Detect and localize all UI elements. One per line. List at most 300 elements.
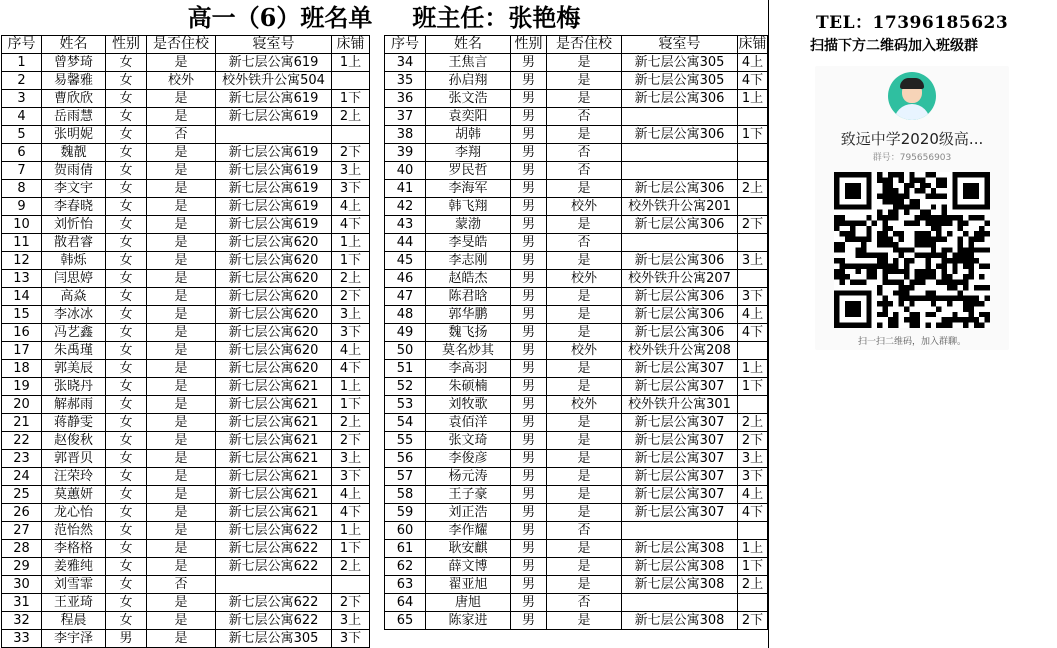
student-gender: 女 xyxy=(106,540,147,558)
page-title xyxy=(0,2,768,34)
head-teacher: 班主任：张艳梅 xyxy=(412,3,581,32)
table-row xyxy=(2,216,370,234)
bed: 2上 xyxy=(738,414,768,432)
dorm-room: 新七层公寓620 xyxy=(216,306,332,324)
col-header-bed: 床铺 xyxy=(738,36,767,52)
dorm-room: 新七层公寓621 xyxy=(216,396,332,414)
boarding-status: 否 xyxy=(547,594,622,612)
boarding-status: 校外 xyxy=(147,72,216,90)
bed: 2下 xyxy=(332,594,370,612)
boarding-status: 是 xyxy=(547,54,622,72)
student-gender: 男 xyxy=(511,252,547,270)
table-row xyxy=(385,360,768,378)
student-name: 李格格 xyxy=(42,540,106,558)
student-number: 33 xyxy=(2,630,42,648)
boarding-status: 是 xyxy=(547,306,622,324)
student-number: 11 xyxy=(2,234,42,252)
student-gender: 男 xyxy=(511,360,547,378)
boarding-status: 是 xyxy=(147,396,216,414)
table-row xyxy=(2,108,370,126)
student-name: 刘忻怡 xyxy=(42,216,106,234)
student-gender: 女 xyxy=(106,72,147,90)
boarding-status: 是 xyxy=(147,270,216,288)
bed: 2下 xyxy=(738,216,768,234)
student-number: 45 xyxy=(385,252,426,270)
student-gender: 男 xyxy=(511,468,547,486)
student-number: 54 xyxy=(385,414,426,432)
dorm-room: 新七层公寓622 xyxy=(216,594,332,612)
col-header-number: 序号 xyxy=(2,36,42,54)
boarding-status: 是 xyxy=(547,180,622,198)
student-name: 朱禹瑾 xyxy=(42,342,106,360)
student-gender: 女 xyxy=(106,432,147,450)
dorm-room: 新七层公寓305 xyxy=(216,630,332,648)
bed: 3上 xyxy=(332,306,370,324)
student-name: 曹欣欣 xyxy=(42,90,106,108)
dorm-room: 新七层公寓622 xyxy=(216,558,332,576)
student-name: 李文宇 xyxy=(42,180,106,198)
table-row xyxy=(2,540,370,558)
student-number: 40 xyxy=(385,162,426,180)
table-row xyxy=(2,468,370,486)
student-number: 39 xyxy=(385,144,426,162)
student-number: 60 xyxy=(385,522,426,540)
table-row xyxy=(2,432,370,450)
table-row xyxy=(385,468,768,486)
student-gender: 男 xyxy=(511,216,547,234)
bed: 2上 xyxy=(332,558,370,576)
student-number: 42 xyxy=(385,198,426,216)
student-number: 64 xyxy=(385,594,426,612)
boarding-status: 是 xyxy=(147,144,216,162)
bed xyxy=(332,126,370,144)
student-gender: 女 xyxy=(106,396,147,414)
table-row xyxy=(2,504,370,522)
dorm-room xyxy=(216,576,332,594)
boarding-status: 是 xyxy=(147,252,216,270)
student-number: 62 xyxy=(385,558,426,576)
bed: 2下 xyxy=(738,612,768,630)
boarding-status: 是 xyxy=(147,612,216,630)
dorm-room xyxy=(216,126,332,144)
student-gender: 男 xyxy=(511,180,547,198)
group-avatar-icon xyxy=(888,72,936,120)
boarding-status: 是 xyxy=(547,468,622,486)
bed xyxy=(738,270,768,288)
table-row xyxy=(385,558,768,576)
dorm-room xyxy=(622,108,738,126)
student-gender: 女 xyxy=(106,450,147,468)
dorm-room xyxy=(622,594,738,612)
bed: 4下 xyxy=(738,72,768,90)
bed: 1上 xyxy=(332,522,370,540)
student-number: 1 xyxy=(2,54,42,72)
boarding-status: 是 xyxy=(547,252,622,270)
boarding-status: 是 xyxy=(547,576,622,594)
dorm-room: 新七层公寓621 xyxy=(216,450,332,468)
student-number: 29 xyxy=(2,558,42,576)
student-name: 王子豪 xyxy=(426,486,511,504)
dorm-room xyxy=(622,162,738,180)
table-row xyxy=(385,486,768,504)
boarding-status: 是 xyxy=(547,450,622,468)
dorm-room: 校外铁升公寓208 xyxy=(622,342,738,360)
student-number: 61 xyxy=(385,540,426,558)
boarding-status: 是 xyxy=(547,216,622,234)
student-gender: 男 xyxy=(511,306,547,324)
student-gender: 男 xyxy=(511,108,547,126)
table-row xyxy=(2,612,370,630)
bed: 4上 xyxy=(332,198,370,216)
bed: 4上 xyxy=(332,486,370,504)
student-number: 17 xyxy=(2,342,42,360)
boarding-status: 是 xyxy=(147,162,216,180)
divider xyxy=(768,0,769,648)
table-row xyxy=(2,360,370,378)
boarding-status: 是 xyxy=(547,360,622,378)
boarding-status: 是 xyxy=(547,486,622,504)
student-gender: 女 xyxy=(106,180,147,198)
boarding-status: 校外 xyxy=(547,198,622,216)
boarding-status: 是 xyxy=(547,540,622,558)
dorm-room: 新七层公寓621 xyxy=(216,432,332,450)
dorm-room: 新七层公寓619 xyxy=(216,108,332,126)
bed: 4下 xyxy=(332,216,370,234)
student-gender: 女 xyxy=(106,270,147,288)
col-header-name: 姓名 xyxy=(426,36,511,54)
student-gender: 男 xyxy=(511,414,547,432)
bed: 1下 xyxy=(332,396,370,414)
student-number: 57 xyxy=(385,468,426,486)
dorm-room: 新七层公寓620 xyxy=(216,270,332,288)
table-row xyxy=(385,234,768,252)
bed: 2上 xyxy=(332,414,370,432)
student-number: 65 xyxy=(385,612,426,630)
table-row xyxy=(2,594,370,612)
student-number: 27 xyxy=(2,522,42,540)
student-gender: 男 xyxy=(511,324,547,342)
student-name: 刘正浩 xyxy=(426,504,511,522)
student-name: 范怡然 xyxy=(42,522,106,540)
student-number: 34 xyxy=(385,54,426,72)
student-number: 13 xyxy=(2,270,42,288)
student-number: 32 xyxy=(2,612,42,630)
group-id: 群号：795656903 xyxy=(872,153,952,163)
student-gender: 男 xyxy=(511,90,547,108)
student-gender: 女 xyxy=(106,234,147,252)
student-number: 58 xyxy=(385,486,426,504)
student-gender: 男 xyxy=(511,198,547,216)
student-number: 46 xyxy=(385,270,426,288)
dorm-room: 新七层公寓619 xyxy=(216,198,332,216)
bed: 2上 xyxy=(332,270,370,288)
table-row xyxy=(2,576,370,594)
table-row xyxy=(2,378,370,396)
student-gender: 女 xyxy=(106,144,147,162)
student-name: 姜雅纯 xyxy=(42,558,106,576)
student-name: 孙启翔 xyxy=(426,72,511,90)
boarding-status: 是 xyxy=(147,324,216,342)
dorm-room: 新七层公寓620 xyxy=(216,342,332,360)
bed xyxy=(738,162,768,180)
student-name: 郭晋贝 xyxy=(42,450,106,468)
student-name: 易馨雅 xyxy=(42,72,106,90)
student-number: 4 xyxy=(2,108,42,126)
boarding-status: 是 xyxy=(547,324,622,342)
qr-card[interactable] xyxy=(815,66,1009,350)
student-number: 8 xyxy=(2,180,42,198)
table-row xyxy=(2,126,370,144)
student-name: 翟亚旭 xyxy=(426,576,511,594)
table-row xyxy=(2,162,370,180)
bed: 1上 xyxy=(738,360,768,378)
student-gender: 男 xyxy=(511,522,547,540)
dorm-room: 新七层公寓620 xyxy=(216,288,332,306)
col-header-gender: 性别 xyxy=(511,36,547,54)
table-row xyxy=(385,54,768,72)
student-number: 48 xyxy=(385,306,426,324)
student-gender: 女 xyxy=(106,594,147,612)
student-gender: 女 xyxy=(106,360,147,378)
student-number: 21 xyxy=(2,414,42,432)
student-name: 散君睿 xyxy=(42,234,106,252)
col-header-bed: 床铺 xyxy=(332,36,370,54)
student-gender: 男 xyxy=(511,576,547,594)
student-name: 罗民哲 xyxy=(426,162,511,180)
table-row xyxy=(385,162,768,180)
student-name: 郭美辰 xyxy=(42,360,106,378)
boarding-status: 否 xyxy=(147,126,216,144)
student-gender: 女 xyxy=(106,342,147,360)
table-row xyxy=(2,234,370,252)
student-number: 12 xyxy=(2,252,42,270)
student-gender: 男 xyxy=(511,612,547,630)
table-row xyxy=(2,522,370,540)
table-row xyxy=(2,180,370,198)
student-gender: 男 xyxy=(511,270,547,288)
student-gender: 女 xyxy=(106,576,147,594)
dorm-room: 新七层公寓305 xyxy=(622,54,738,72)
dorm-room: 校外铁升公寓301 xyxy=(622,396,738,414)
table-row xyxy=(2,630,370,648)
boarding-status: 是 xyxy=(147,630,216,648)
student-number: 56 xyxy=(385,450,426,468)
dorm-room: 新七层公寓619 xyxy=(216,90,332,108)
bed: 1下 xyxy=(738,378,768,396)
student-name: 岳雨慧 xyxy=(42,108,106,126)
dorm-room: 新七层公寓619 xyxy=(216,54,332,72)
dorm-room: 新七层公寓620 xyxy=(216,324,332,342)
boarding-status: 是 xyxy=(547,288,622,306)
table-row xyxy=(385,414,768,432)
table-row xyxy=(2,450,370,468)
table-row xyxy=(2,306,370,324)
student-number: 49 xyxy=(385,324,426,342)
group-name: 致远中学2020级高... xyxy=(840,130,984,148)
table-row xyxy=(385,198,768,216)
student-name: 高焱 xyxy=(42,288,106,306)
dorm-room: 新七层公寓620 xyxy=(216,252,332,270)
dorm-room: 新七层公寓307 xyxy=(622,468,738,486)
table-row xyxy=(2,324,370,342)
dorm-room: 新七层公寓306 xyxy=(622,252,738,270)
boarding-status: 是 xyxy=(147,522,216,540)
col-header-gender: 性别 xyxy=(106,36,147,54)
dorm-room: 新七层公寓619 xyxy=(216,162,332,180)
student-gender: 男 xyxy=(511,162,547,180)
table-row xyxy=(385,288,768,306)
table-row xyxy=(2,342,370,360)
bed xyxy=(738,198,768,216)
boarding-status: 否 xyxy=(547,522,622,540)
table-row xyxy=(385,306,768,324)
bed: 2下 xyxy=(332,144,370,162)
bed xyxy=(738,342,768,360)
student-name: 薛文博 xyxy=(426,558,511,576)
bed: 2下 xyxy=(332,288,370,306)
boarding-status: 是 xyxy=(147,450,216,468)
boarding-status: 否 xyxy=(547,162,622,180)
student-name: 刘牧歌 xyxy=(426,396,511,414)
student-number: 22 xyxy=(2,432,42,450)
student-name: 李高羽 xyxy=(426,360,511,378)
boarding-status: 是 xyxy=(147,54,216,72)
student-name: 李俊彦 xyxy=(426,450,511,468)
student-name: 李旻皓 xyxy=(426,234,511,252)
dorm-room: 新七层公寓306 xyxy=(622,306,738,324)
student-name: 李冰冰 xyxy=(42,306,106,324)
bed: 1下 xyxy=(332,90,370,108)
bed: 1下 xyxy=(738,558,768,576)
bed xyxy=(738,108,768,126)
table-row xyxy=(385,378,768,396)
header-row xyxy=(2,36,370,54)
student-name: 王焦言 xyxy=(426,54,511,72)
boarding-status: 是 xyxy=(147,594,216,612)
student-number: 26 xyxy=(2,504,42,522)
student-gender: 女 xyxy=(106,504,147,522)
dorm-room: 新七层公寓306 xyxy=(622,216,738,234)
bed xyxy=(332,576,370,594)
student-gender: 男 xyxy=(511,144,547,162)
student-gender: 女 xyxy=(106,90,147,108)
table-row xyxy=(2,414,370,432)
table-row xyxy=(385,252,768,270)
student-gender: 男 xyxy=(511,432,547,450)
student-number: 20 xyxy=(2,396,42,414)
table-row xyxy=(385,540,768,558)
student-name: 冯艺鑫 xyxy=(42,324,106,342)
student-number: 37 xyxy=(385,108,426,126)
boarding-status: 是 xyxy=(147,180,216,198)
dorm-room xyxy=(622,144,738,162)
dorm-room: 新七层公寓306 xyxy=(622,180,738,198)
col-header-number: 序号 xyxy=(385,36,426,54)
boarding-status: 是 xyxy=(547,126,622,144)
table-row xyxy=(385,72,768,90)
bed: 3上 xyxy=(332,450,370,468)
student-name: 蒙渤 xyxy=(426,216,511,234)
dorm-room: 校外铁升公寓504 xyxy=(216,72,332,90)
qr-code-icon[interactable] xyxy=(834,172,990,328)
bed: 4下 xyxy=(332,504,370,522)
boarding-status: 是 xyxy=(147,234,216,252)
student-number: 55 xyxy=(385,432,426,450)
boarding-status: 是 xyxy=(547,414,622,432)
bed: 3下 xyxy=(332,468,370,486)
student-number: 23 xyxy=(2,450,42,468)
bed: 1上 xyxy=(332,378,370,396)
roster-table-right xyxy=(384,35,768,630)
student-number: 3 xyxy=(2,90,42,108)
boarding-status: 是 xyxy=(147,540,216,558)
student-gender: 女 xyxy=(106,612,147,630)
student-name: 王亚琦 xyxy=(42,594,106,612)
dorm-room: 新七层公寓621 xyxy=(216,504,332,522)
student-name: 袁奕阳 xyxy=(426,108,511,126)
student-number: 53 xyxy=(385,396,426,414)
bed: 1下 xyxy=(332,540,370,558)
student-number: 6 xyxy=(2,144,42,162)
student-name: 张文琦 xyxy=(426,432,511,450)
student-name: 唐旭 xyxy=(426,594,511,612)
boarding-status: 是 xyxy=(147,486,216,504)
bed: 4上 xyxy=(738,486,768,504)
student-gender: 女 xyxy=(106,288,147,306)
student-number: 5 xyxy=(2,126,42,144)
boarding-status: 校外 xyxy=(547,342,622,360)
student-number: 44 xyxy=(385,234,426,252)
dorm-room: 校外铁升公寓207 xyxy=(622,270,738,288)
student-gender: 男 xyxy=(511,396,547,414)
table-row xyxy=(2,198,370,216)
boarding-status: 校外 xyxy=(547,270,622,288)
boarding-status: 是 xyxy=(147,90,216,108)
col-header-dorm: 寝室号 xyxy=(216,36,332,54)
col-header-boarding: 是否住校 xyxy=(147,36,216,54)
boarding-status: 是 xyxy=(147,378,216,396)
table-row xyxy=(385,126,768,144)
student-name: 胡韩 xyxy=(426,126,511,144)
student-number: 52 xyxy=(385,378,426,396)
bed: 3下 xyxy=(738,288,768,306)
student-gender: 女 xyxy=(106,414,147,432)
student-number: 9 xyxy=(2,198,42,216)
boarding-status: 是 xyxy=(147,558,216,576)
table-row xyxy=(2,144,370,162)
dorm-room: 新七层公寓622 xyxy=(216,540,332,558)
bed: 1上 xyxy=(332,234,370,252)
student-name: 刘雪霏 xyxy=(42,576,106,594)
bed xyxy=(738,396,768,414)
table-row xyxy=(385,270,768,288)
bed: 2上 xyxy=(738,180,768,198)
boarding-status: 是 xyxy=(547,432,622,450)
student-gender: 女 xyxy=(106,522,147,540)
student-gender: 男 xyxy=(511,450,547,468)
student-name: 李作耀 xyxy=(426,522,511,540)
dorm-room: 新七层公寓306 xyxy=(622,324,738,342)
student-number: 51 xyxy=(385,360,426,378)
table-row xyxy=(2,288,370,306)
boarding-status: 否 xyxy=(147,576,216,594)
boarding-status: 是 xyxy=(147,108,216,126)
student-gender: 女 xyxy=(106,108,147,126)
bed: 1上 xyxy=(738,540,768,558)
table-row xyxy=(385,504,768,522)
bed: 3下 xyxy=(332,180,370,198)
scan-hint: 扫描下方二维码加入班级群 xyxy=(810,38,978,54)
